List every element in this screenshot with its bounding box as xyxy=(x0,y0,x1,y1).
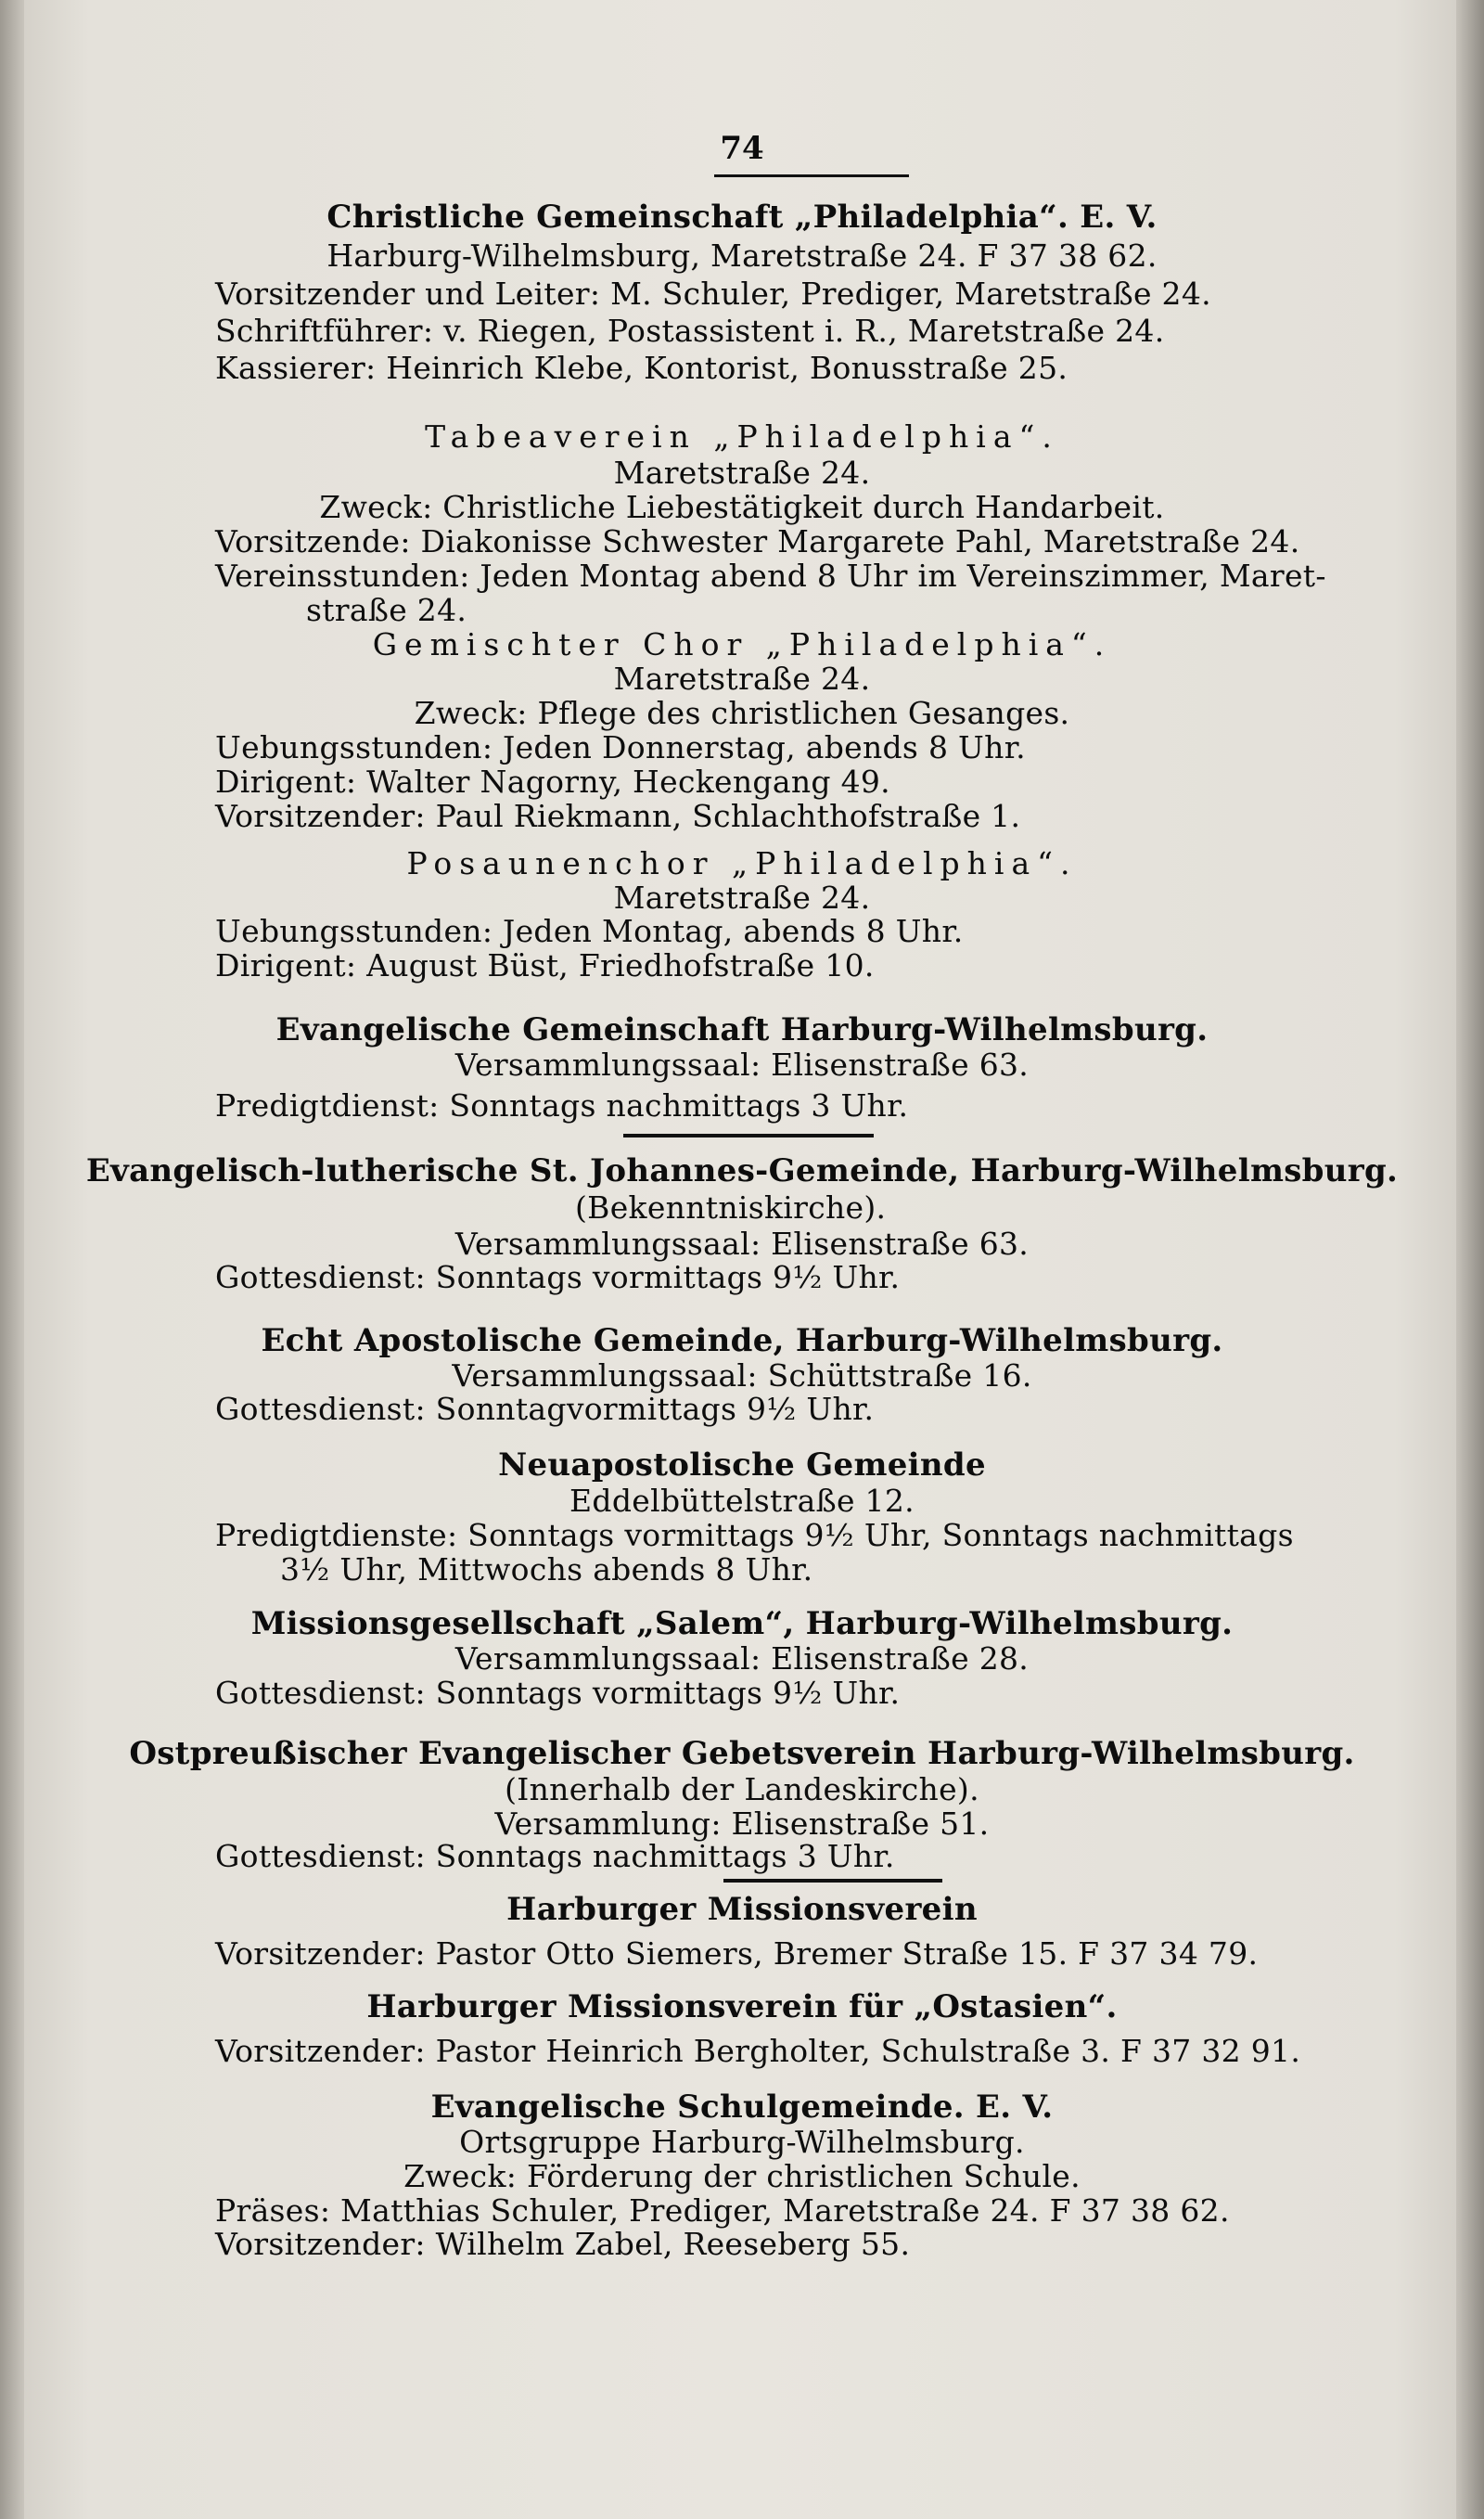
page-number-rule xyxy=(714,174,909,177)
section-heading: Evangelische Gemeinschaft Harburg-Wilhelmsburg. xyxy=(275,1011,1209,1048)
text-line: Predigtdienste: Sonntags vormittags 9½ Uhr, Sonntags nachmittags xyxy=(215,1517,1294,1553)
text-line: Vorsitzender: Wilhelm Zabel, Reeseberg 55. xyxy=(215,2226,911,2262)
text-line: Gottesdienst: Sonntags vormittags 9½ Uhr. xyxy=(215,1675,901,1711)
section-heading: Harburger Missionsverein für „Ostasien“. xyxy=(366,1988,1118,2025)
text-line: straße 24. xyxy=(306,592,467,628)
text-line: Vorsitzender: Paul Riekmann, Schlachthofstraße 1. xyxy=(215,798,1021,834)
section-heading: Neuapostolische Gemeinde xyxy=(498,1446,986,1484)
section-divider xyxy=(623,1134,874,1137)
text-line: Predigtdienst: Sonntags nachmittags 3 Uhr. xyxy=(215,1087,909,1124)
section-heading: Evangelisch-lutherische St. Johannes-Gemeinde, Harburg-Wilhelmsburg. xyxy=(85,1152,1399,1189)
text-line: Ortsgruppe Harburg-Wilhelmsburg. xyxy=(459,2124,1025,2160)
text-line: (Innerhalb der Landeskirche). xyxy=(505,1771,979,1807)
text-line: Versammlungssaal: Elisenstraße 63. xyxy=(454,1226,1030,1262)
text-line: Zweck: Pflege des christlichen Gesanges. xyxy=(414,695,1070,731)
text-line: Uebungsstunden: Jeden Montag, abends 8 Uhr. xyxy=(215,913,964,949)
text-line: Präses: Matthias Schuler, Prediger, Maretstraße 24. F 37 38 62. xyxy=(215,2192,1230,2229)
text-line: Vorsitzender: Pastor Heinrich Bergholter, Schulstraße 3. F 37 32 91. xyxy=(215,2033,1301,2069)
text-line: Gottesdienst: Sonntagvormittags 9½ Uhr. xyxy=(215,1391,875,1427)
section-heading: Christliche Gemeinschaft „Philadelphia“. E. V. xyxy=(326,199,1158,236)
text-line: Uebungsstunden: Jeden Donnerstag, abends 8 Uhr. xyxy=(215,729,1026,765)
text-line: Eddelbüttelstraße 12. xyxy=(569,1483,915,1519)
section-heading: Posaunenchor „Philadelphia“. xyxy=(406,845,1078,881)
section-heading: Gemischter Chor „Philadelphia“. xyxy=(372,626,1112,662)
text-line: Dirigent: Walter Nagorny, Heckengang 49. xyxy=(215,764,890,800)
section-heading: Harburger Missionsverein xyxy=(506,1891,978,1928)
text-line: Maretstraße 24. xyxy=(613,880,871,916)
text-line: Vorsitzender: Pastor Otto Siemers, Bremer Straße 15. F 37 34 79. xyxy=(215,1935,1259,1972)
section-heading: Ostpreußischer Evangelischer Gebetsverein Harburg-Wilhelmsburg. xyxy=(129,1735,1355,1772)
text-line: Zweck: Förderung der christlichen Schule. xyxy=(403,2158,1081,2194)
text-line: Gottesdienst: Sonntags vormittags 9½ Uhr. xyxy=(215,1259,901,1295)
text-line: Dirigent: August Büst, Friedhofstraße 10. xyxy=(215,947,875,983)
text-line: Maretstraße 24. xyxy=(613,661,871,697)
text-line: Vorsitzender und Leiter: M. Schuler, Prediger, Maretstraße 24. xyxy=(215,276,1211,312)
section-heading: Evangelische Schulgemeinde. E. V. xyxy=(430,2088,1054,2126)
text-line: Versammlungssaal: Schüttstraße 16. xyxy=(452,1357,1032,1394)
text-line: Kassierer: Heinrich Klebe, Kontorist, Bonusstraße 25. xyxy=(215,350,1068,386)
text-line: Zweck: Christliche Liebestätigkeit durch Handarbeit. xyxy=(319,489,1165,525)
section-heading: Missionsgesellschaft „Salem“, Harburg-Wilhelmsburg. xyxy=(250,1605,1234,1642)
text-line: Versammlungssaal: Elisenstraße 63. xyxy=(454,1047,1030,1083)
text-line: Schriftführer: v. Riegen, Postassistent i. R., Maretstraße 24. xyxy=(215,313,1165,349)
text-line: Maretstraße 24. xyxy=(613,455,871,491)
text-line: Vereinsstunden: Jeden Montag abend 8 Uhr im Vereinszimmer, Maret- xyxy=(215,558,1326,594)
section-heading: Echt Apostolische Gemeinde, Harburg-Wilhelmsburg. xyxy=(261,1322,1223,1359)
text-line: 3½ Uhr, Mittwochs abends 8 Uhr. xyxy=(280,1551,813,1587)
section-divider xyxy=(723,1879,942,1883)
text-line: Versammlungssaal: Elisenstraße 28. xyxy=(454,1640,1030,1677)
text-line: Versammlung: Elisenstraße 51. xyxy=(494,1806,990,1842)
text-line: Gottesdienst: Sonntags nachmittags 3 Uhr. xyxy=(215,1838,895,1874)
text-line: Vorsitzende: Diakonisse Schwester Margarete Pahl, Maretstraße 24. xyxy=(215,523,1300,559)
section-heading: Tabeaverein „Philadelphia“. xyxy=(425,418,1059,455)
text-line: (Bekenntniskirche). xyxy=(575,1189,887,1226)
page-number: 74 xyxy=(720,130,764,167)
text-line: Harburg-Wilhelmsburg, Maretstraße 24. F 37 38 62. xyxy=(326,238,1158,274)
